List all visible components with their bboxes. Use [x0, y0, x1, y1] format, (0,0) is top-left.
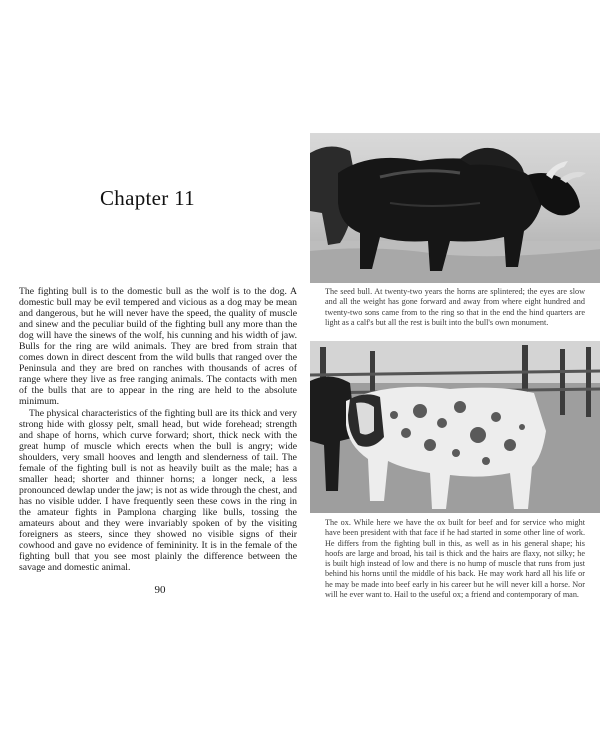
paragraph: The physical characteristics of the fighting bull are its thick and very strong hide with glossy pelt, small head, but wide forehead; strength and shape of horns, which curve forward; short, thick neck with the great hump of muscle which erects when the bull is angry; wide shoulders, very small hooves and length and slenderness of tail. The female of the fighting bull is not as heavily built as the male; has a smaller head; shorter and thinner horns; a longer neck, a less pronounced dewlap under the jaw; is not as wide through the chest, and has no visible udder. I have frequently seen these cows in the ring in the amateur fights in Pamplona charging like bulls, tossing the amateurs about and they were invariably spoken of by the visiting foreigners as steers, since they showed no visible signs of their cowhood and gave no evidence of femininity. It is in the female of the fighting bull that you see most plainly the difference between the savage and domestic animal. — [19, 407, 297, 574]
seed-bull-caption: The seed bull. At twenty-two years the horns are splintered; the eyes are slow and all the weight has gone forward and away from where eight hundred and twenty-two sons came from to the ring so that in the end the hind quarters are light as a calf's but all the rest is built into the bull's own monument. — [325, 287, 585, 327]
body-text — [19, 286, 297, 573]
ox-photo — [310, 341, 600, 513]
chapter-title: Chapter 11 — [100, 186, 195, 210]
ox-caption: The ox. While here we have the ox built for beef and for service who might have been president with that face if he had started in some other line of work. He differs from the fighting bull in this, as well as in his general shape; his hoofs are large and broad, his tail is thick and the hairs are flaxy, not silky; he is built high instead of low and there is no hump of muscle that runs from just behind his horns until the middle of his back. He may work hard all his life or he may be made into beef early in his career but he will never kill a horse. Nor will he ever want to. Hail to the useful ox; a friend and contemporary of man. — [325, 518, 585, 600]
seed-bull-photo — [310, 133, 600, 283]
paragraph: The fighting bull is to the domestic bull as the wolf is to the dog. A domestic bull may be evil tempered and vicious as a dog may be mean and dangerous, but he will never have the speed, the quality of muscle and sinew and the peculiar build of the fighting bull any more than the dog will have the sinews of the wolf, his cunning and his width of jaw. Bulls for the ring are wild animals. They are bred from strain that comes down in direct descent from the wild bulls that ranged over the Peninsula and they are bred on ranches with thousands of acres of range where they live as free ranging animals. The contacts with men of the bulls that are to appear in the ring are held to the absolute minimum. — [19, 286, 297, 408]
page-number: 90 — [154, 584, 166, 596]
